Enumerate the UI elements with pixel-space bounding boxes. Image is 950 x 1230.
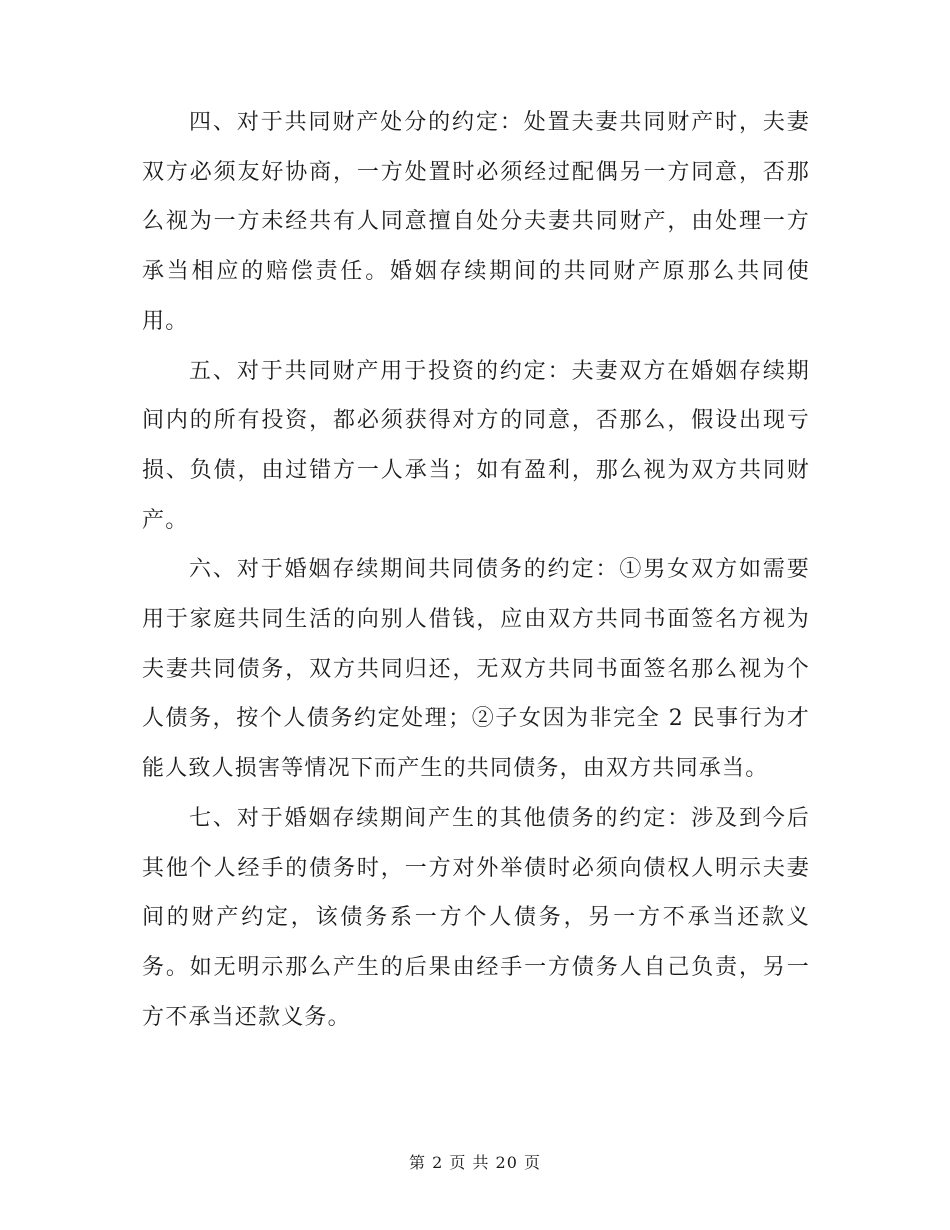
paragraph-clause-5: 五、对于共同财产用于投资的约定：夫妻双方在婚姻存续期间内的所有投资，都必须获得对方的同意，否那么，假设出现亏损、负债，由过错方一人承当；如有盈利，那么视为双方共同财产。 xyxy=(142,358,810,533)
paragraph-clause-4: 四、对于共同财产处分的约定：处置夫妻共同财产时，夫妻双方必须友好协商，一方处置时必须经过配偶另一方同意，否那么视为一方未经共有人同意擅自处分夫妻共同财产，由处理一方承当相应的赔偿责任。婚姻存续期间的共同财产原那么共同使用。 xyxy=(142,110,810,334)
document-body xyxy=(142,98,810,1042)
paragraph-clause-6: 六、对于婚姻存续期间共同债务的约定：①男女双方如需要用于家庭共同生活的向别人借钱，应由双方共同书面签名方视为夫妻共同债务，双方共同归还，无双方共同书面签名那么视为个人债务，按个人债务约定处理；②子女因为非完全 2 民事行为才能人致人损害等情况下而产生的共同债务，由双方共同承当。 xyxy=(142,557,810,782)
paragraph-clause-7: 七、对于婚姻存续期间产生的其他债务的约定：涉及到今后其他个人经手的债务时，一方对外举债时必须向债权人明示夫妻间的财产约定，该债务系一方个人债务，另一方不承当还款义务。如无明示那么产生的后果由经手一方债务人自己负责，另一方不承当还款义务。 xyxy=(142,805,810,1030)
page-number-footer: 第 2 页 共 20 页 xyxy=(409,1153,541,1172)
